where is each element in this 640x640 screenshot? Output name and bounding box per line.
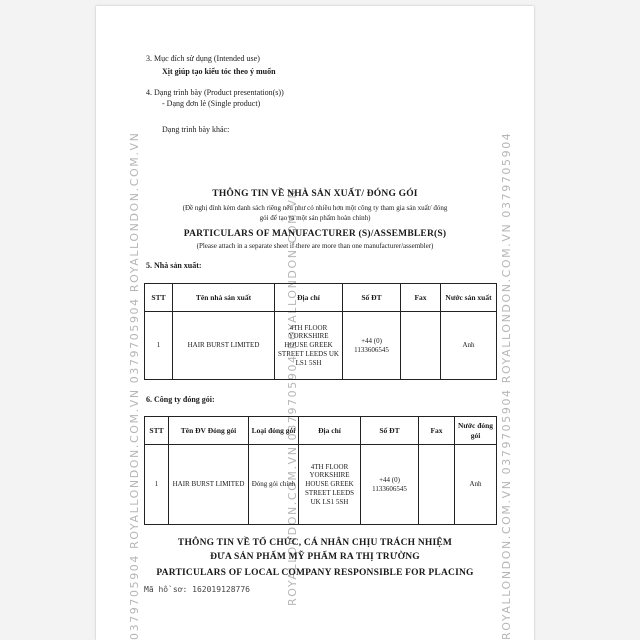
manufacturer-col-stt: STT [145,284,173,312]
manufacturer-header-row [145,284,497,312]
manufacturer-section-label: 5. Nhà sản xuất: [146,261,202,270]
manufacturer-col-name: Tên nhà sản xuất [173,284,275,312]
packager-cell-stt: 1 [145,445,169,525]
local-title-vn-2: ĐƯA SẢN PHẨM MỸ PHẨM RA THỊ TRƯỜNG [210,552,420,562]
document-page [96,6,534,640]
item4-other: Dạng trình bày khác: [162,125,230,134]
manufacturer-table [144,283,497,380]
manufacturer-note-vn-2: gói để tạo ra một sản phẩm hoàn chỉnh) [259,214,371,222]
packager-cell-address: 4TH FLOOR YORKSHIRE HOUSE GREEK STREET LEEDS UK LS1 5SH [299,445,361,525]
item4-label: 4. Dạng trình bày (Product presentation(s)) [146,88,284,97]
table-row [145,312,497,380]
watermark-center: ROYALLONDON.COM.VN 0379705904 ROYALLONDON.COM.VN [286,188,299,606]
item4-value: - Dạng đơn lẻ (Single product) [162,99,261,108]
manufacturer-col-fax: Fax [401,284,441,312]
local-title-en: PARTICULARS OF LOCAL COMPANY RESPONSIBLE FOR PLACING [156,568,474,578]
manufacturer-title-vn: THÔNG TIN VỀ NHÀ SẢN XUẤT/ ĐÓNG GÓI [212,189,418,199]
local-title-vn-1: THÔNG TIN VỀ TỔ CHỨC, CÁ NHÂN CHỊU TRÁCH NHIỆM [177,538,453,548]
manufacturer-cell-name: HAIR BURST LIMITED [173,312,275,380]
manufacturer-title-en: PARTICULARS OF MANUFACTURER (S)/ASSEMBLER(S) [183,229,447,239]
table-row [145,445,497,525]
manufacturer-note-vn-1: (Đề nghị đính kèm danh sách riêng nếu như có nhiều hơn một công ty tham gia sản xuất/ đóng [182,204,448,212]
packager-table [144,416,497,525]
manufacturer-cell-phone: +44 (0) 1133606545 [343,312,401,380]
file-code: Mã hồ sơ: 162019128776 [144,585,250,594]
packager-cell-fax [419,445,455,525]
packager-cell-type: Đóng gói chính [249,445,299,525]
item3-value: Xịt giúp tạo kiểu tóc theo ý muốn [162,67,276,76]
packager-col-stt: STT [145,417,169,445]
manufacturer-cell-stt: 1 [145,312,173,380]
packager-col-address: Địa chỉ [299,417,361,445]
packager-col-fax: Fax [419,417,455,445]
manufacturer-col-phone: Số ĐT [343,284,401,312]
packager-cell-phone: +44 (0) 1133606545 [361,445,419,525]
packager-col-type: Loại đóng gói [249,417,299,445]
packager-col-country: Nước đóng gói [455,417,497,445]
packager-cell-name: HAIR BURST LIMITED [169,445,249,525]
manufacturer-cell-address: 4TH FLOOR YORKSHIRE HOUSE GREEK STREET LEEDS UK LS1 5SH [275,312,343,380]
manufacturer-cell-country: Anh [441,312,497,380]
manufacturer-col-address: Địa chỉ [275,284,343,312]
packager-col-phone: Số ĐT [361,417,419,445]
packager-section-label: 6. Công ty đóng gói: [146,395,215,404]
watermark-right: ROYALLONDON.COM.VN 0379705904 ROYALLONDON.COM.VN 0379705904 [500,131,513,640]
manufacturer-cell-fax [401,312,441,380]
packager-col-name: Tên ĐV Đóng gói [169,417,249,445]
packager-header-row [145,417,497,445]
manufacturer-note-en: (Please attach in a separate sheet if there are more than one manufacturer/assembler) [196,242,434,250]
watermark-left: 0379705904 ROYALLONDON.COM.VN 0379705904 ROYALLONDON.COM.VN [128,131,141,640]
manufacturer-col-country: Nước sản xuất [441,284,497,312]
item3-label: 3. Mục đích sử dụng (Intended use) [146,54,260,63]
packager-cell-country: Anh [455,445,497,525]
